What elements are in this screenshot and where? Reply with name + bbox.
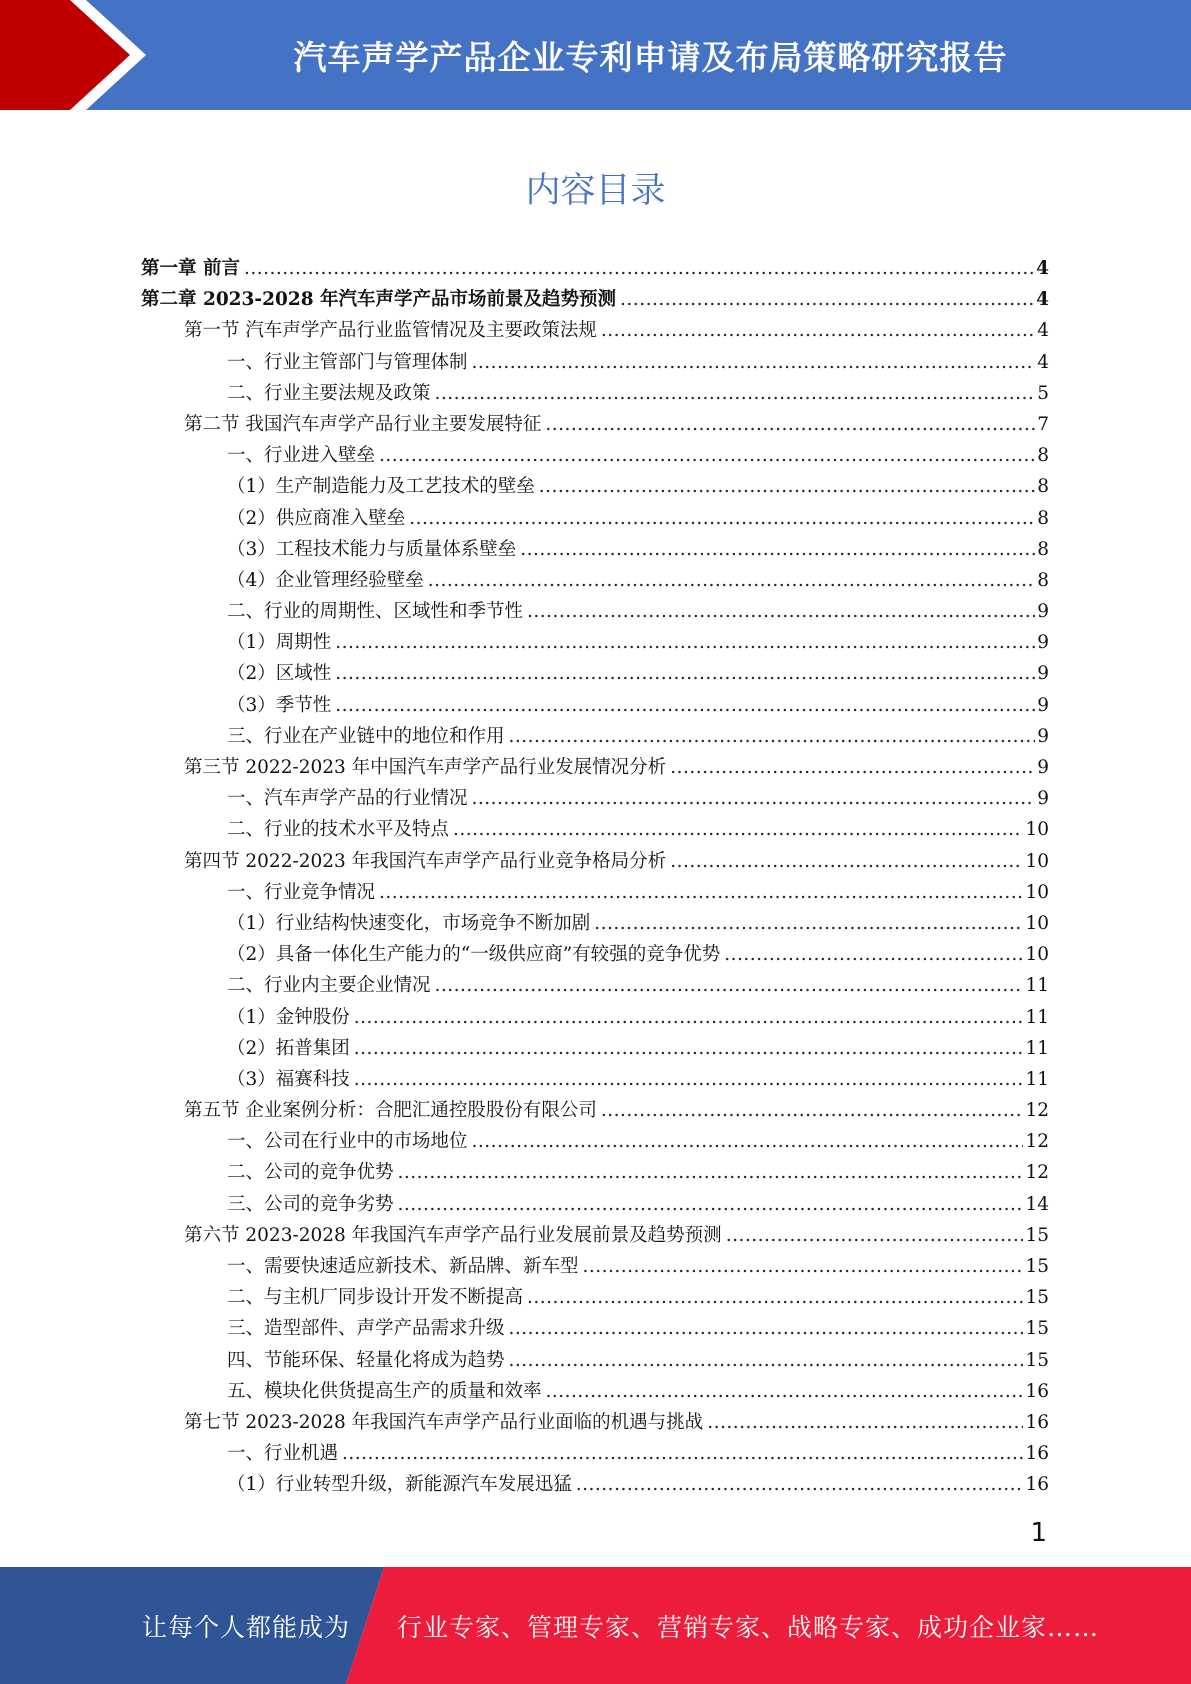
- toc-entry-title: 二、公司的竞争优势: [227, 1162, 394, 1184]
- toc-entry-page: 12: [1025, 1100, 1049, 1122]
- table-of-contents: [141, 253, 1049, 1501]
- toc-entry-page: 8: [1037, 445, 1049, 467]
- toc-entry[interactable]: [141, 658, 1049, 689]
- toc-entry-page: 4: [1036, 258, 1049, 279]
- toc-dot-leader: [509, 721, 1036, 752]
- toc-entry[interactable]: [141, 908, 1049, 939]
- toc-entry-title: 一、行业主管部门与管理体制: [227, 351, 468, 373]
- toc-dot-leader: [509, 1313, 1024, 1344]
- toc-entry-page: 12: [1025, 1162, 1049, 1184]
- toc-entry[interactable]: [141, 877, 1049, 908]
- toc-dot-leader: [379, 877, 1023, 908]
- toc-entry-page: 11: [1025, 975, 1049, 997]
- toc-entry[interactable]: [141, 471, 1049, 502]
- toc-dot-leader: [594, 908, 1023, 939]
- toc-entry[interactable]: [141, 1189, 1049, 1220]
- toc-entry[interactable]: [141, 721, 1049, 752]
- toc-dot-leader: [435, 970, 1024, 1001]
- toc-entry[interactable]: [141, 1345, 1049, 1376]
- toc-entry-title: （3）工程技术能力与质量体系壁垒: [227, 538, 517, 560]
- toc-entry[interactable]: [141, 347, 1049, 378]
- toc-entry-page: 11: [1025, 1006, 1049, 1028]
- toc-dot-leader: [726, 1220, 1024, 1251]
- toc-entry-page: 8: [1037, 476, 1049, 498]
- toc-dot-leader: [398, 1157, 1024, 1188]
- toc-entry[interactable]: [141, 1469, 1049, 1500]
- toc-entry-title: 一、需要快速适应新技术、新品牌、新车型: [227, 1256, 579, 1277]
- toc-entry[interactable]: [141, 690, 1049, 721]
- toc-entry-title: （1）行业转型升级，新能源汽车发展迅猛: [227, 1474, 572, 1496]
- toc-dot-leader: [335, 627, 1035, 658]
- toc-entry[interactable]: [141, 440, 1049, 471]
- toc-entry-page: 10: [1025, 850, 1049, 872]
- toc-entry-title: 二、行业的技术水平及特点: [227, 819, 450, 841]
- toc-entry-title: （1）行业结构快速变化，市场竞争不断加剧: [227, 912, 591, 934]
- toc-entry-page: 10: [1025, 912, 1049, 934]
- toc-dot-leader: [379, 440, 1035, 471]
- toc-dot-leader: [409, 503, 1035, 534]
- toc-dot-leader: [724, 939, 1023, 970]
- toc-entry[interactable]: [141, 596, 1049, 627]
- toc-entry[interactable]: [141, 1282, 1049, 1313]
- toc-entry[interactable]: [141, 1033, 1049, 1064]
- toc-entry-title: 第二章 2023-2028 年汽车声学产品市场前景及趋势预测: [141, 289, 617, 311]
- toc-entry-title: 三、行业在产业链中的地位和作用: [227, 725, 505, 747]
- toc-dot-leader: [509, 1345, 1024, 1376]
- toc-entry-title: 第五节 企业案例分析：合肥汇通控股股份有限公司: [184, 1100, 597, 1122]
- toc-entry[interactable]: [141, 1064, 1049, 1095]
- toc-entry-title: 五、模块化供货提高生产的质量和效率: [227, 1380, 542, 1402]
- toc-dot-leader: [428, 565, 1035, 596]
- toc-dot-leader: [472, 783, 1036, 814]
- toc-entry-title: 第一节 汽车声学产品行业监管情况及主要政策法规: [184, 320, 597, 342]
- toc-entry-title: 二、行业主要法规及政策: [227, 382, 431, 404]
- toc-entry[interactable]: [141, 378, 1049, 409]
- toc-entry[interactable]: [141, 1126, 1049, 1157]
- toc-entry-page: 7: [1037, 413, 1049, 435]
- toc-entry-page: 9: [1037, 694, 1049, 716]
- toc-entry[interactable]: [141, 1251, 1049, 1282]
- toc-entry-page: 15: [1025, 1349, 1049, 1371]
- toc-entry-page: 8: [1037, 569, 1049, 591]
- toc-entry-page: 15: [1025, 1256, 1049, 1277]
- header-band: [0, 0, 1191, 110]
- toc-entry[interactable]: [141, 846, 1049, 877]
- toc-entry-title: 一、行业进入壁垒: [227, 445, 376, 467]
- toc-entry-page: 4: [1037, 351, 1049, 373]
- toc-dot-leader: [527, 1282, 1023, 1313]
- page-number: 1: [1030, 1518, 1047, 1548]
- footer-slogan-right: 行业专家、管理专家、营销专家、战略专家、成功企业家……: [397, 1612, 1100, 1642]
- toc-entry-title: 一、汽车声学产品的行业情况: [227, 788, 468, 810]
- toc-entry[interactable]: [141, 1002, 1049, 1033]
- toc-entry[interactable]: [141, 1313, 1049, 1344]
- toc-entry-title: 第二节 我国汽车声学产品行业主要发展特征: [184, 413, 542, 435]
- toc-entry-title: 二、行业的周期性、区域性和季节性: [227, 601, 524, 623]
- toc-entry-page: 9: [1037, 601, 1049, 623]
- toc-dot-leader: [435, 378, 1036, 409]
- toc-dot-leader: [546, 1376, 1024, 1407]
- toc-entry-title: （2）供应商准入壁垒: [227, 507, 406, 529]
- toc-entry-title: 一、行业竞争情况: [227, 881, 376, 903]
- toc-entry[interactable]: [141, 565, 1049, 596]
- toc-entry-page: 16: [1025, 1443, 1049, 1465]
- toc-entry-title: （1）周期性: [227, 632, 332, 654]
- toc-entry-page: 8: [1037, 538, 1049, 560]
- toc-entry[interactable]: [141, 315, 1049, 346]
- toc-entry-page: 15: [1025, 1224, 1049, 1246]
- toc-entry-title: （4）企业管理经验壁垒: [227, 569, 424, 591]
- toc-entry[interactable]: [141, 970, 1049, 1001]
- toc-entry-page: 8: [1037, 507, 1049, 529]
- toc-dot-leader: [527, 596, 1035, 627]
- toc-dot-leader: [354, 1002, 1024, 1033]
- toc-dot-leader: [601, 1095, 1024, 1126]
- toc-dot-leader: [354, 1033, 1024, 1064]
- toc-entry[interactable]: [141, 1407, 1049, 1438]
- toc-entry-title: （2）具备一体化生产能力的“一级供应商”有较强的竞争优势: [227, 944, 721, 966]
- toc-dot-leader: [453, 814, 1023, 845]
- toc-entry-page: 4: [1037, 320, 1049, 342]
- toc-entry[interactable]: [141, 783, 1049, 814]
- toc-entry-title: 三、公司的竞争劣势: [227, 1193, 394, 1215]
- toc-entry-page: 9: [1037, 757, 1049, 778]
- toc-dot-leader: [545, 409, 1035, 440]
- toc-entry[interactable]: [141, 1220, 1049, 1251]
- toc-entry-page: 4: [1036, 289, 1049, 311]
- toc-entry-page: 10: [1025, 881, 1049, 903]
- toc-entry-page: 11: [1025, 1037, 1049, 1059]
- toc-entry-title: 第一章 前言: [141, 258, 240, 279]
- toc-entry-page: 14: [1025, 1193, 1049, 1215]
- toc-entry[interactable]: [141, 814, 1049, 845]
- footer-band: [0, 1567, 1191, 1684]
- toc-entry[interactable]: [141, 627, 1049, 658]
- toc-entry[interactable]: [141, 1095, 1049, 1126]
- toc-title: 内容目录: [525, 171, 666, 211]
- toc-dot-leader: [576, 1469, 1024, 1500]
- toc-dot-leader: [539, 471, 1035, 502]
- toc-entry-page: 10: [1025, 944, 1049, 966]
- toc-entry-title: （2）拓普集团: [227, 1037, 350, 1059]
- toc-entry-page: 9: [1037, 632, 1049, 654]
- toc-entry-title: 二、行业内主要企业情况: [227, 975, 431, 997]
- toc-dot-leader: [354, 1064, 1024, 1095]
- toc-entry[interactable]: [141, 534, 1049, 565]
- toc-entry-title: （2）区域性: [227, 663, 332, 685]
- toc-dot-leader: [335, 690, 1035, 721]
- toc-entry-page: 16: [1025, 1474, 1049, 1496]
- toc-entry-title: （1）金钟股份: [227, 1006, 350, 1028]
- toc-entry-title: 第七节 2023-2028 年我国汽车声学产品行业面临的机遇与挑战: [184, 1411, 704, 1433]
- toc-entry-title: （3）季节性: [227, 694, 332, 716]
- toc-dot-leader: [342, 1438, 1023, 1469]
- toc-entry-page: 16: [1025, 1380, 1049, 1402]
- toc-entry-page: 5: [1037, 382, 1049, 404]
- toc-entry[interactable]: [141, 409, 1049, 440]
- toc-entry[interactable]: [141, 503, 1049, 534]
- toc-dot-leader: [583, 1251, 1024, 1282]
- toc-entry-page: 12: [1025, 1131, 1049, 1153]
- toc-entry-title: （3）福赛科技: [227, 1068, 350, 1090]
- toc-entry-page: 9: [1037, 788, 1049, 810]
- toc-entry-page: 15: [1025, 1318, 1049, 1340]
- toc-entry-title: 四、节能环保、轻量化将成为趋势: [227, 1349, 505, 1371]
- toc-dot-leader: [670, 846, 1023, 877]
- toc-dot-leader: [620, 284, 1034, 315]
- toc-entry[interactable]: [141, 1376, 1049, 1407]
- report-title: 汽车声学产品企业专利申请及布局策略研究报告: [293, 37, 1008, 77]
- toc-entry-page: 9: [1037, 663, 1049, 685]
- toc-dot-leader: [472, 1126, 1024, 1157]
- toc-dot-leader: [398, 1189, 1024, 1220]
- toc-dot-leader: [335, 658, 1035, 689]
- toc-entry-title: 一、公司在行业中的市场地位: [227, 1131, 468, 1153]
- toc-entry-title: 三、造型部件、声学产品需求升级: [227, 1318, 505, 1340]
- toc-dot-leader: [244, 253, 1034, 284]
- toc-entry-title: 第四节 2022-2023 年我国汽车声学产品行业竞争格局分析: [184, 850, 667, 872]
- toc-entry[interactable]: [141, 752, 1049, 783]
- toc-entry-page: 15: [1025, 1287, 1049, 1309]
- toc-dot-leader: [520, 534, 1035, 565]
- toc-entry-title: 第三节 2022-2023 年中国汽车声学产品行业发展情况分析: [184, 757, 667, 778]
- toc-entry-page: 10: [1025, 819, 1049, 841]
- toc-entry[interactable]: [141, 1438, 1049, 1469]
- header-arrow-decoration: [0, 0, 160, 110]
- toc-entry-title: 二、与主机厂同步设计开发不断提高: [227, 1287, 524, 1309]
- toc-entry-page: 16: [1025, 1411, 1049, 1433]
- toc-dot-leader: [707, 1407, 1023, 1438]
- toc-dot-leader: [472, 347, 1036, 378]
- footer-slogan-left: 让每个人都能成为: [142, 1612, 351, 1642]
- toc-entry[interactable]: [141, 284, 1049, 315]
- toc-entry-title: 一、行业机遇: [227, 1443, 339, 1465]
- toc-entry[interactable]: [141, 939, 1049, 970]
- toc-entry[interactable]: [141, 1157, 1049, 1188]
- toc-entry-title: （1）生产制造能力及工艺技术的壁垒: [227, 476, 535, 498]
- toc-dot-leader: [670, 752, 1035, 783]
- toc-entry-page: 9: [1037, 725, 1049, 747]
- toc-entry[interactable]: [141, 253, 1049, 284]
- toc-dot-leader: [601, 315, 1035, 346]
- toc-entry-title: 第六节 2023-2028 年我国汽车声学产品行业发展前景及趋势预测: [184, 1224, 722, 1246]
- toc-entry-page: 11: [1025, 1068, 1049, 1090]
